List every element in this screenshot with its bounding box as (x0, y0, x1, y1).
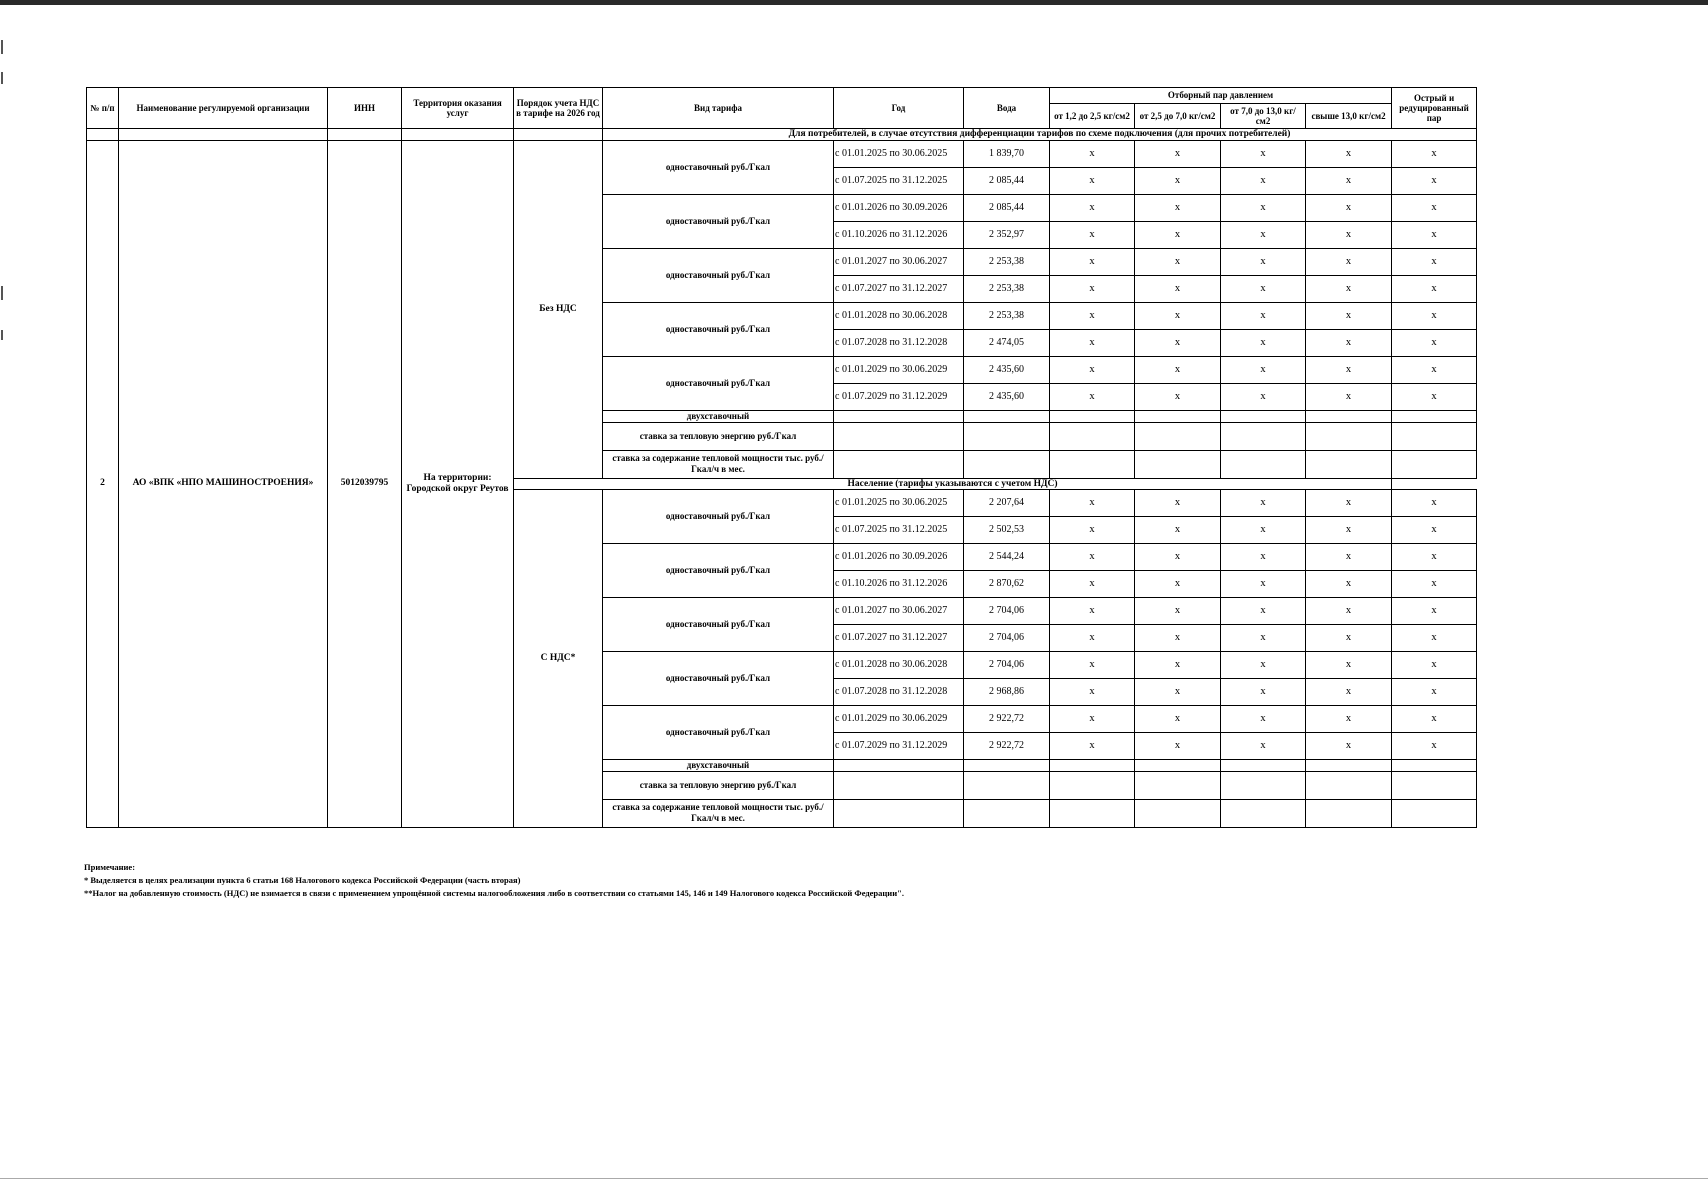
na-mark: x (1050, 651, 1135, 678)
na-mark: x (1135, 221, 1221, 248)
na-mark: x (1135, 356, 1221, 383)
tariff-type: одноставочный руб./Гкал (603, 597, 834, 651)
na-mark: x (1221, 732, 1306, 759)
period: с 01.07.2027 по 31.12.2027 (834, 624, 964, 651)
header-steam-3: от 7,0 до 13,0 кг/см2 (1221, 104, 1306, 129)
nds-label: С НДС* (514, 489, 603, 827)
empty-cell (1306, 410, 1392, 422)
empty-cell (964, 450, 1050, 478)
empty-cell (1306, 799, 1392, 827)
na-mark: x (1221, 543, 1306, 570)
na-mark: x (1050, 624, 1135, 651)
notes-line-1: * Выделяется в целях реализации пункта 6 статьи 168 Налогового кодекса Российской Федерации (часть вторая) (84, 875, 521, 885)
water-value: 1 839,70 (964, 140, 1050, 167)
na-mark: x (1221, 489, 1306, 516)
na-mark: x (1050, 570, 1135, 597)
rate-label: ставка за содержание тепловой мощности тыс. руб./Гкал/ч в мес. (603, 450, 834, 478)
na-mark: x (1306, 624, 1392, 651)
na-mark: x (1221, 570, 1306, 597)
na-mark: x (1392, 221, 1477, 248)
empty-cell (964, 799, 1050, 827)
period: с 01.01.2025 по 30.06.2025 (834, 140, 964, 167)
water-value: 2 704,06 (964, 597, 1050, 624)
empty-cell (1392, 799, 1477, 827)
period: с 01.07.2027 по 31.12.2027 (834, 275, 964, 302)
na-mark: x (1135, 678, 1221, 705)
notes-line-2: **Налог на добавленную стоимость (НДС) не взимается в связи с применением упрощённой системы налогообложения либо в соответствии со статьями 145, 146 и 149 Налогового кодекса Российской Федерации". (84, 888, 904, 898)
tariff-type: одноставочный руб./Гкал (603, 140, 834, 194)
two-part-label: двухставочный (603, 410, 834, 422)
scan-mark (1, 330, 3, 340)
na-mark: x (1135, 597, 1221, 624)
water-value: 2 704,06 (964, 624, 1050, 651)
period: с 01.01.2029 по 30.06.2029 (834, 356, 964, 383)
empty-cell (1221, 759, 1306, 771)
header-steam-4: свыше 13,0 кг/см2 (1306, 104, 1392, 129)
na-mark: x (1135, 194, 1221, 221)
na-mark: x (1050, 356, 1135, 383)
rate-label: ставка за тепловую энергию руб./Гкал (603, 771, 834, 799)
tariff-table (86, 87, 1477, 828)
water-value: 2 207,64 (964, 489, 1050, 516)
na-mark: x (1306, 383, 1392, 410)
water-value: 2 474,05 (964, 329, 1050, 356)
org-name: АО «ВПК «НПО МАШИНОСТРОЕНИЯ» (119, 140, 328, 827)
na-mark: x (1050, 140, 1135, 167)
empty-cell (964, 759, 1050, 771)
water-value: 2 435,60 (964, 383, 1050, 410)
na-mark: x (1050, 248, 1135, 275)
two-part-label: двухставочный (603, 759, 834, 771)
header-territory: Территория оказания услуг (402, 88, 514, 129)
na-mark: x (1306, 489, 1392, 516)
na-mark: x (1392, 516, 1477, 543)
header-steam-1: от 1,2 до 2,5 кг/см2 (1050, 104, 1135, 129)
empty-cell (1392, 759, 1477, 771)
na-mark: x (1135, 275, 1221, 302)
na-mark: x (1392, 248, 1477, 275)
na-mark: x (1135, 489, 1221, 516)
header-num: № п/п (87, 88, 119, 129)
water-value: 2 870,62 (964, 570, 1050, 597)
na-mark: x (1221, 302, 1306, 329)
water-value: 2 085,44 (964, 167, 1050, 194)
tariff-type: одноставочный руб./Гкал (603, 543, 834, 597)
empty-cell (1221, 799, 1306, 827)
spacer-cell (328, 129, 402, 141)
period: с 01.07.2029 по 31.12.2029 (834, 732, 964, 759)
na-mark: x (1135, 543, 1221, 570)
na-mark: x (1306, 732, 1392, 759)
na-mark: x (1306, 248, 1392, 275)
tariff-type: одноставочный руб./Гкал (603, 705, 834, 759)
empty-cell (1135, 799, 1221, 827)
water-value: 2 922,72 (964, 705, 1050, 732)
na-mark: x (1135, 329, 1221, 356)
water-value: 2 253,38 (964, 302, 1050, 329)
water-value: 2 085,44 (964, 194, 1050, 221)
na-mark: x (1306, 275, 1392, 302)
empty-cell (834, 450, 964, 478)
header-steam-2: от 2,5 до 7,0 кг/см2 (1135, 104, 1221, 129)
na-mark: x (1050, 705, 1135, 732)
tariff-type: одноставочный руб./Гкал (603, 248, 834, 302)
empty-cell (1050, 759, 1135, 771)
period: с 01.07.2028 по 31.12.2028 (834, 329, 964, 356)
period: с 01.01.2025 по 30.06.2025 (834, 489, 964, 516)
rate-label: ставка за содержание тепловой мощности тыс. руб./Гкал/ч в мес. (603, 799, 834, 827)
na-mark: x (1392, 489, 1477, 516)
empty-cell (1135, 410, 1221, 422)
period: с 01.07.2029 по 31.12.2029 (834, 383, 964, 410)
tariff-type: одноставочный руб./Гкал (603, 302, 834, 356)
na-mark: x (1050, 383, 1135, 410)
spacer-cell (514, 129, 603, 141)
na-mark: x (1135, 516, 1221, 543)
rate-label: ставка за тепловую энергию руб./Гкал (603, 422, 834, 450)
scan-mark (1, 286, 3, 300)
na-mark: x (1306, 570, 1392, 597)
na-mark: x (1221, 651, 1306, 678)
water-value: 2 968,86 (964, 678, 1050, 705)
empty-cell (1392, 450, 1477, 478)
na-mark: x (1306, 651, 1392, 678)
water-value: 2 253,38 (964, 275, 1050, 302)
na-mark: x (1306, 302, 1392, 329)
na-mark: x (1392, 624, 1477, 651)
period: с 01.01.2027 по 30.06.2027 (834, 597, 964, 624)
na-mark: x (1135, 651, 1221, 678)
table-header (87, 88, 1477, 129)
nds-label: Без НДС (514, 140, 603, 478)
spacer-row (87, 129, 1477, 141)
period: с 01.01.2028 по 30.06.2028 (834, 651, 964, 678)
na-mark: x (1221, 705, 1306, 732)
water-value: 2 502,53 (964, 516, 1050, 543)
empty-cell (1392, 422, 1477, 450)
na-mark: x (1306, 597, 1392, 624)
water-value: 2 253,38 (964, 248, 1050, 275)
empty-cell (1221, 422, 1306, 450)
na-mark: x (1392, 194, 1477, 221)
empty-cell (1392, 410, 1477, 422)
na-mark: x (1306, 140, 1392, 167)
na-mark: x (1392, 356, 1477, 383)
na-mark: x (1392, 140, 1477, 167)
empty-cell (834, 422, 964, 450)
empty-cell (1050, 410, 1135, 422)
scan-mark (1, 40, 3, 54)
na-mark: x (1392, 651, 1477, 678)
na-mark: x (1050, 732, 1135, 759)
period: с 01.10.2026 по 31.12.2026 (834, 221, 964, 248)
water-value: 2 704,06 (964, 651, 1050, 678)
na-mark: x (1221, 624, 1306, 651)
na-mark: x (1392, 570, 1477, 597)
period: с 01.07.2025 по 31.12.2025 (834, 167, 964, 194)
period: с 01.01.2026 по 30.09.2026 (834, 543, 964, 570)
empty-cell (1221, 450, 1306, 478)
header-nds-order: Порядок учета НДС в тарифе на 2026 год (514, 88, 603, 129)
empty-cell (964, 410, 1050, 422)
na-mark: x (1306, 167, 1392, 194)
na-mark: x (1392, 732, 1477, 759)
na-mark: x (1050, 597, 1135, 624)
period: с 01.01.2027 по 30.06.2027 (834, 248, 964, 275)
na-mark: x (1221, 516, 1306, 543)
na-mark: x (1392, 678, 1477, 705)
section-title: Для потребителей, в случае отсутствия дифференциации тарифов по схеме подключения (для прочих потребителей) (603, 129, 1477, 141)
empty-cell (964, 771, 1050, 799)
na-mark: x (1392, 329, 1477, 356)
na-mark: x (1306, 356, 1392, 383)
empty-cell (1306, 759, 1392, 771)
tariff-type: одноставочный руб./Гкал (603, 356, 834, 410)
na-mark: x (1050, 489, 1135, 516)
org-territory: На территории: Городской округ Реутов (402, 140, 514, 827)
spacer-cell (87, 129, 119, 141)
na-mark: x (1306, 329, 1392, 356)
scan-top-edge (0, 0, 1708, 5)
na-mark: x (1050, 329, 1135, 356)
na-mark: x (1392, 275, 1477, 302)
empty-cell (1050, 771, 1135, 799)
empty-cell (1050, 799, 1135, 827)
empty-cell (1392, 771, 1477, 799)
na-mark: x (1050, 678, 1135, 705)
na-mark: x (1306, 705, 1392, 732)
na-mark: x (1221, 194, 1306, 221)
header-org: Наименование регулируемой организации (119, 88, 328, 129)
spacer-cell (402, 129, 514, 141)
notes (84, 861, 1384, 900)
empty-cell (1135, 771, 1221, 799)
tariff-type: одноставочный руб./Гкал (603, 489, 834, 543)
section-title: Население (тарифы указываются с учетом НДС) (514, 478, 1392, 489)
period: с 01.07.2028 по 31.12.2028 (834, 678, 964, 705)
empty-cell (834, 410, 964, 422)
na-mark: x (1135, 705, 1221, 732)
na-mark: x (1392, 705, 1477, 732)
tariff-type: одноставочный руб./Гкал (603, 194, 834, 248)
na-mark: x (1221, 383, 1306, 410)
notes-heading: Примечание: (84, 862, 136, 872)
na-mark: x (1050, 275, 1135, 302)
na-mark: x (1135, 140, 1221, 167)
empty-cell (834, 759, 964, 771)
na-mark: x (1135, 732, 1221, 759)
water-value: 2 544,24 (964, 543, 1050, 570)
na-mark: x (1135, 570, 1221, 597)
na-mark: x (1135, 167, 1221, 194)
period: с 01.01.2029 по 30.06.2029 (834, 705, 964, 732)
empty-cell (1050, 422, 1135, 450)
empty-cell (1135, 450, 1221, 478)
na-mark: x (1306, 221, 1392, 248)
na-mark: x (1221, 356, 1306, 383)
empty-cell (1306, 771, 1392, 799)
period: с 01.10.2026 по 31.12.2026 (834, 570, 964, 597)
header-sharp-steam: Острый и редуцированный пар (1392, 88, 1477, 129)
period: с 01.07.2025 по 31.12.2025 (834, 516, 964, 543)
na-mark: x (1306, 194, 1392, 221)
na-mark: x (1221, 275, 1306, 302)
na-mark: x (1135, 383, 1221, 410)
header-tariff-type: Вид тарифа (603, 88, 834, 129)
header-inn: ИНН (328, 88, 402, 129)
empty-cell (964, 422, 1050, 450)
na-mark: x (1050, 516, 1135, 543)
empty-cell (1135, 422, 1221, 450)
na-mark: x (1050, 221, 1135, 248)
na-mark: x (1306, 678, 1392, 705)
scan-mark (1, 72, 3, 84)
na-mark: x (1221, 597, 1306, 624)
na-mark: x (1221, 167, 1306, 194)
na-mark: x (1135, 248, 1221, 275)
empty-cell (1221, 771, 1306, 799)
tariff-row (87, 140, 1477, 167)
empty-cell (834, 799, 964, 827)
na-mark: x (1392, 302, 1477, 329)
na-mark: x (1221, 329, 1306, 356)
na-mark: x (1050, 167, 1135, 194)
empty-cell (1050, 450, 1135, 478)
na-mark: x (1050, 543, 1135, 570)
table-body (87, 129, 1477, 828)
empty-cell (1135, 759, 1221, 771)
na-mark: x (1221, 140, 1306, 167)
period: с 01.01.2026 по 30.09.2026 (834, 194, 964, 221)
scan-bottom-line (0, 1178, 1708, 1179)
tariff-type: одноставочный руб./Гкал (603, 651, 834, 705)
period: с 01.01.2028 по 30.06.2028 (834, 302, 964, 329)
org-num: 2 (87, 140, 119, 827)
empty-cell (1221, 410, 1306, 422)
na-mark: x (1050, 194, 1135, 221)
na-mark: x (1306, 543, 1392, 570)
empty-cell (1306, 422, 1392, 450)
na-mark: x (1392, 543, 1477, 570)
header-water: Вода (964, 88, 1050, 129)
water-value: 2 435,60 (964, 356, 1050, 383)
header-year: Год (834, 88, 964, 129)
na-mark: x (1050, 302, 1135, 329)
na-mark: x (1221, 248, 1306, 275)
na-mark: x (1392, 383, 1477, 410)
na-mark: x (1221, 678, 1306, 705)
water-value: 2 352,97 (964, 221, 1050, 248)
na-mark: x (1392, 597, 1477, 624)
na-mark: x (1135, 302, 1221, 329)
na-mark: x (1221, 221, 1306, 248)
na-mark: x (1135, 624, 1221, 651)
na-mark: x (1306, 516, 1392, 543)
water-value: 2 922,72 (964, 732, 1050, 759)
na-mark: x (1392, 167, 1477, 194)
spacer-cell (119, 129, 328, 141)
empty-cell (834, 771, 964, 799)
org-inn: 5012039795 (328, 140, 402, 827)
header-steam-group: Отборный пар давлением (1050, 88, 1392, 104)
empty-cell (1306, 450, 1392, 478)
